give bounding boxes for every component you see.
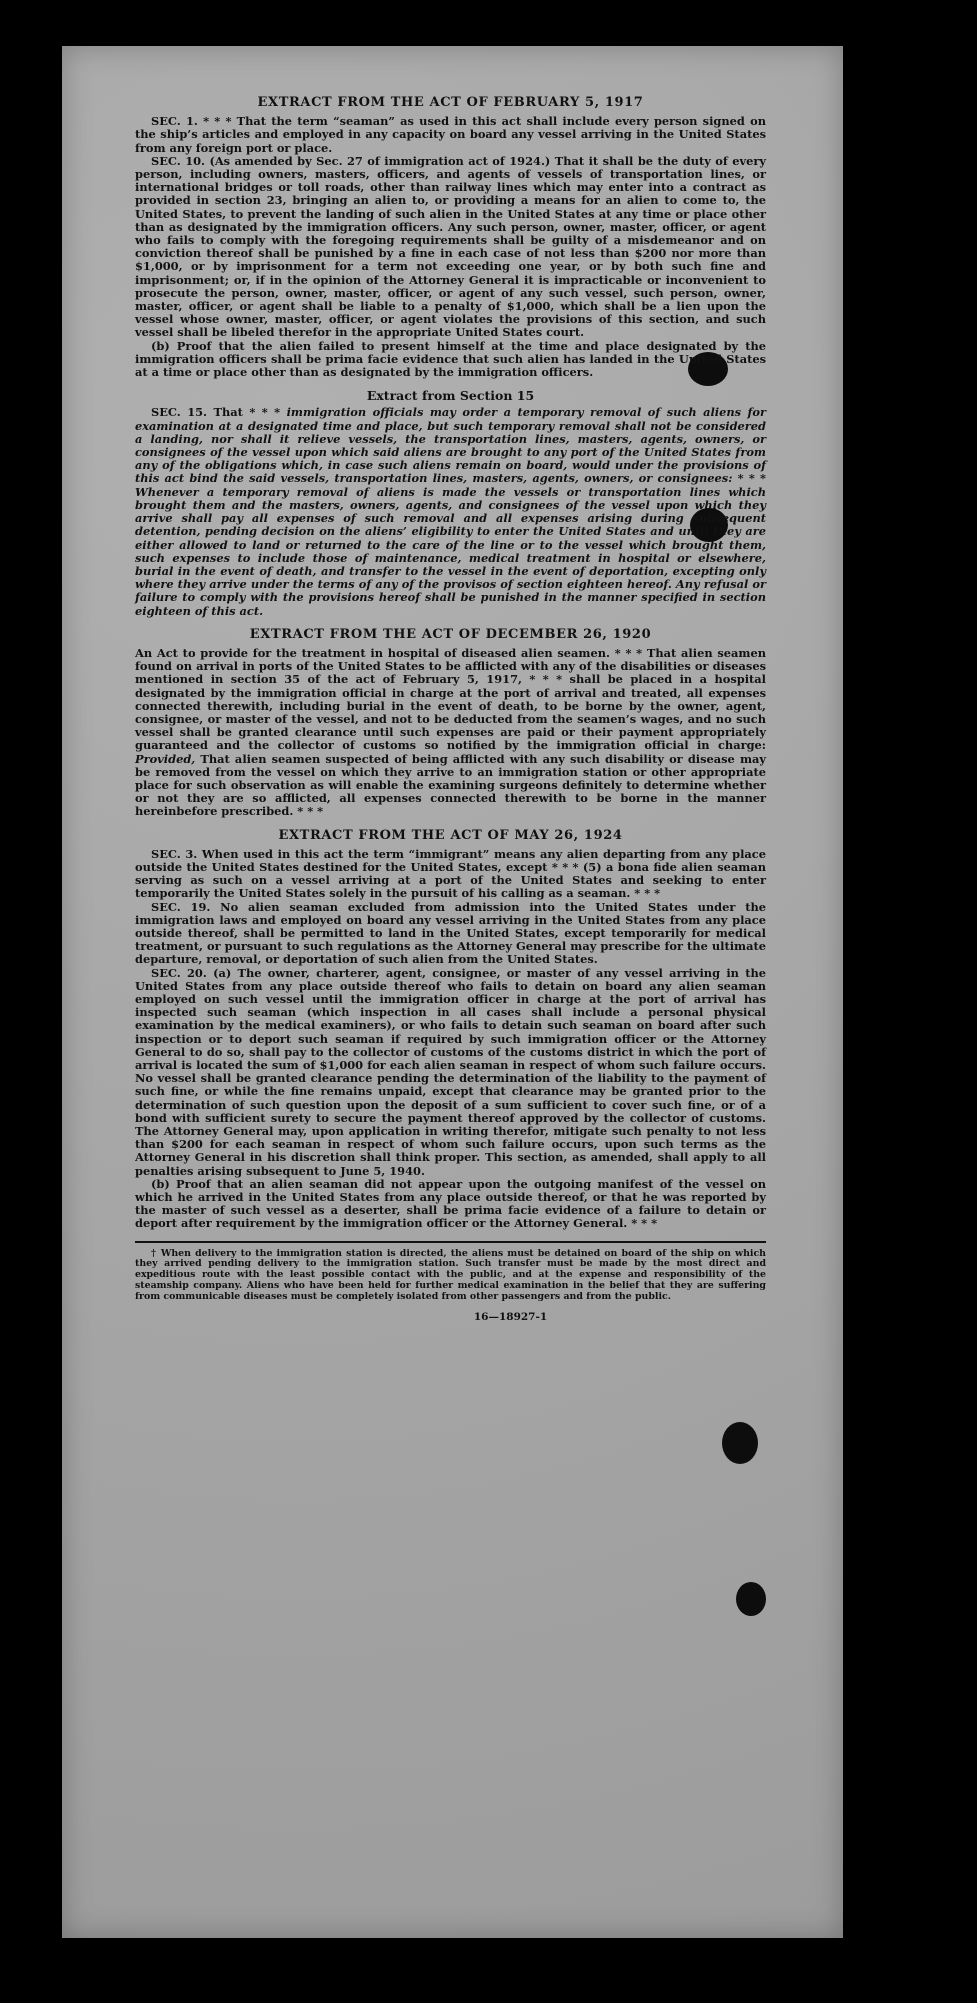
heading-act-1917: EXTRACT FROM THE ACT OF FEBRUARY 5, 1917 bbox=[257, 95, 644, 110]
paragraph-sec-10-b: (b) Proof that the alien failed to present himself at the time and place designated by the immigration officers shall be prima facie evidence that such alien has landed in the United States at a time or place other than as designated by the immigration officers. bbox=[135, 338, 766, 380]
paragraph-sec-19: SEC. 19. No alien seaman excluded from admission into the United States under the immigration laws and employed on board any vessel arriving in the United States from any place outside thereof, shall be permitted to land in the United States, except temporarily for medical treatment, or pursuant to such regulations as the Attorney General may prescribe for the ultimate departure, removal, or deportation of such alien from the United States. bbox=[135, 899, 766, 967]
act-1920-text: An Act to provide for the treatment in hospital of diseased alien seamen. * * * That alien seamen found on arrival in ports of the United States to be afflicted with any of the disabilities or diseases mentioned in section 35 of the act of February 5, 1917, * * * shall be placed in a hospital designated by the immigration official in charge at the port of arrival and treated, all expenses connected therewith, including burial in the event of death, to be borne by the owner, agent, consignee, or master of the vessel, and not to be deducted from the seamen’s wages, and no such vessel shall be granted clearance until such expenses are paid or their payment appropriately guaranteed and the collector of customs so notified by the immigration official in charge: bbox=[135, 645, 766, 753]
paragraph-sec-15 bbox=[135, 406, 766, 617]
sec-15-lead: SEC. 15. That * * * bbox=[151, 405, 287, 420]
act-1920-provided: Provided, bbox=[135, 751, 196, 766]
paragraph-sec-3: SEC. 3. When used in this act the term “immigrant” means any alien departing from any place outside the United States destined for the United States, except * * * (5) a bona fide alien seaman serving as such on a vessel arriving at a port of the United States and seeking to enter temporarily the United States solely in the pursuit of his calling as a seaman. * * * bbox=[135, 846, 766, 901]
ink-blot bbox=[736, 1582, 766, 1616]
subheading-section-15: Extract from Section 15 bbox=[366, 388, 535, 404]
sec-15-text: immigration officials may order a temporary removal of such aliens for examination at a designated time and place, but such temporary removal shall not be considered a landing, nor shall it relieve vessels, the transportation lines, masters, agents, owners, or consignees of the vessel upon which said aliens are brought to any port of the United States from any of the obligations which, in case such aliens remain on board, would under the provisions of this act bind the said vessels, transportation lines, masters, agents, owners, or consignees: * * * Whenever a temporary removal of aliens is made the vessels or transportation lines which brought them and the masters, owners, agents, and consignees of the vessel upon which they arrive shall pay all expenses of such removal and all expenses arising during subsequent detention, pending decision on the aliens’ eligibility to enter the United States and until they are either allowed to land or returned to the care of the line or to the vessel which brought them, such expenses to include those of maintenance, medical treatment in hospital or elsewhere, burial in the event of death, and transfer to the vessel in the event of deportation, excepting only where they arrive under the terms of any of the provisos of section eighteen hereof. Any refusal or failure to comply with the provisions hereof shall be punished in the manner specified in section eighteen of this act. bbox=[135, 405, 767, 618]
act-1920-tail: That alien seamen suspected of being afflicted with any such disability or disease may be removed from the vessel on which they arrive to an immigration station or other appropriate place for such observation as will enable the examining surgeons definitely to determine whether or not they are so afflicted, all expenses connected therewith to be borne in the manner hereinbefore prescribed. * * * bbox=[135, 751, 766, 819]
paragraph-act-1920 bbox=[135, 647, 766, 819]
document-body bbox=[135, 88, 766, 1324]
heading-act-1920: EXTRACT FROM THE ACT OF DECEMBER 26, 1920 bbox=[249, 626, 652, 642]
paragraph-sec-10: SEC. 10. (As amended by Sec. 27 of immigration act of 1924.) That it shall be the duty of every person, including owners, masters, officers, and agents of vessels of transportation lines, or international bridges or toll roads, other than railway lines which may enter into a contract as provided in section 23, bringing an alien to, or providing a means for an alien to come to, the United States, to prevent the landing of such alien in the United States at any time or place other than as designated by the immigration officers. Any such person, owner, master, officer, or agent who fails to comply with the foregoing requirements shall be guilty of a misdemeanor and on conviction thereof shall be punished by a fine in each case of not less than $200 nor more than $1,000, or by imprisonment for a term not exceeding one year, or by both such fine and imprisonment; or, if in the opinion of the Attorney General it is impracticable or inconvenient to prosecute the person, owner, master, officer, or agent of any such vessel, such person, owner, master, officer, or agent shall be liable to a penalty of $1,000, which shall be a lien upon the vessel whose owner, master, officer, or agent violates the provisions of this section, and such vessel shall be libeled therefor in the appropriate United States court. bbox=[135, 153, 766, 340]
paragraph-sec-20-b: (b) Proof that an alien seaman did not appear upon the outgoing manifest of the vessel on which he arrived in the United States from any place outside thereof, or that he was reported by the master of such vessel as a deserter, shall be prima facie evidence of a failure to detain or deport after requirement by the immigration officer or the Attorney General. * * * bbox=[135, 1176, 766, 1231]
footnote-divider bbox=[135, 1241, 766, 1243]
footnote: † When delivery to the immigration station is directed, the aliens must be detained on board of the ship on which they arrived pending delivery to the immigration station. Such transfer must be made by the most direct and expeditious route with the least possible contact with the public, and at the expense and responsibility of the steamship company. Aliens who have been held for further medical examination in the belief that they are suffering from communicable diseases must be completely isolated from other passengers and from the public. bbox=[135, 1247, 766, 1302]
document-number: 16—18927-1 bbox=[473, 1310, 548, 1323]
document-page bbox=[62, 46, 843, 1938]
heading-act-1924: EXTRACT FROM THE ACT OF MAY 26, 1924 bbox=[278, 827, 623, 843]
paragraph-sec-20: SEC. 20. (a) The owner, charterer, agent, consignee, or master of any vessel arriving in the United States from any place outside thereof who fails to detain on board any alien seaman employed on such vessel until the immigration officer in charge at the port of arrival has inspected such seaman (which inspection in all cases shall include a personal physical examination by the medical examiners), or who fails to detain such seaman on board after such inspection or to deport such seaman if required by such immigration officer or the Attorney General to do so, shall pay to the collector of customs of the customs district in which the port of arrival is located the sum of $1,000 for each alien seaman in respect of whom such failure occurs. No vessel shall be granted clearance pending the determination of the liability to the payment of such fine, or while the fine remains unpaid, except that clearance may be granted prior to the determination of such question upon the deposit of a sum sufficient to cover such fine, or of a bond with sufficient surety to secure the payment thereof approved by the collector of customs. The Attorney General may, upon application in writing therefor, mitigate such penalty to not less than $200 for each seaman in respect of whom such failure occurs, upon such terms as the Attorney General in his discretion shall think proper. This section, as amended, shall apply to all penalties arising subsequent to June 5, 1940. bbox=[135, 965, 766, 1178]
ink-blot bbox=[722, 1422, 758, 1464]
paragraph-sec-1: SEC. 1. * * * That the term “seaman” as used in this act shall include every person signed on the ship’s articles and employed in any capacity on board any vessel arriving in the United States from any foreign port or place. bbox=[135, 114, 766, 155]
